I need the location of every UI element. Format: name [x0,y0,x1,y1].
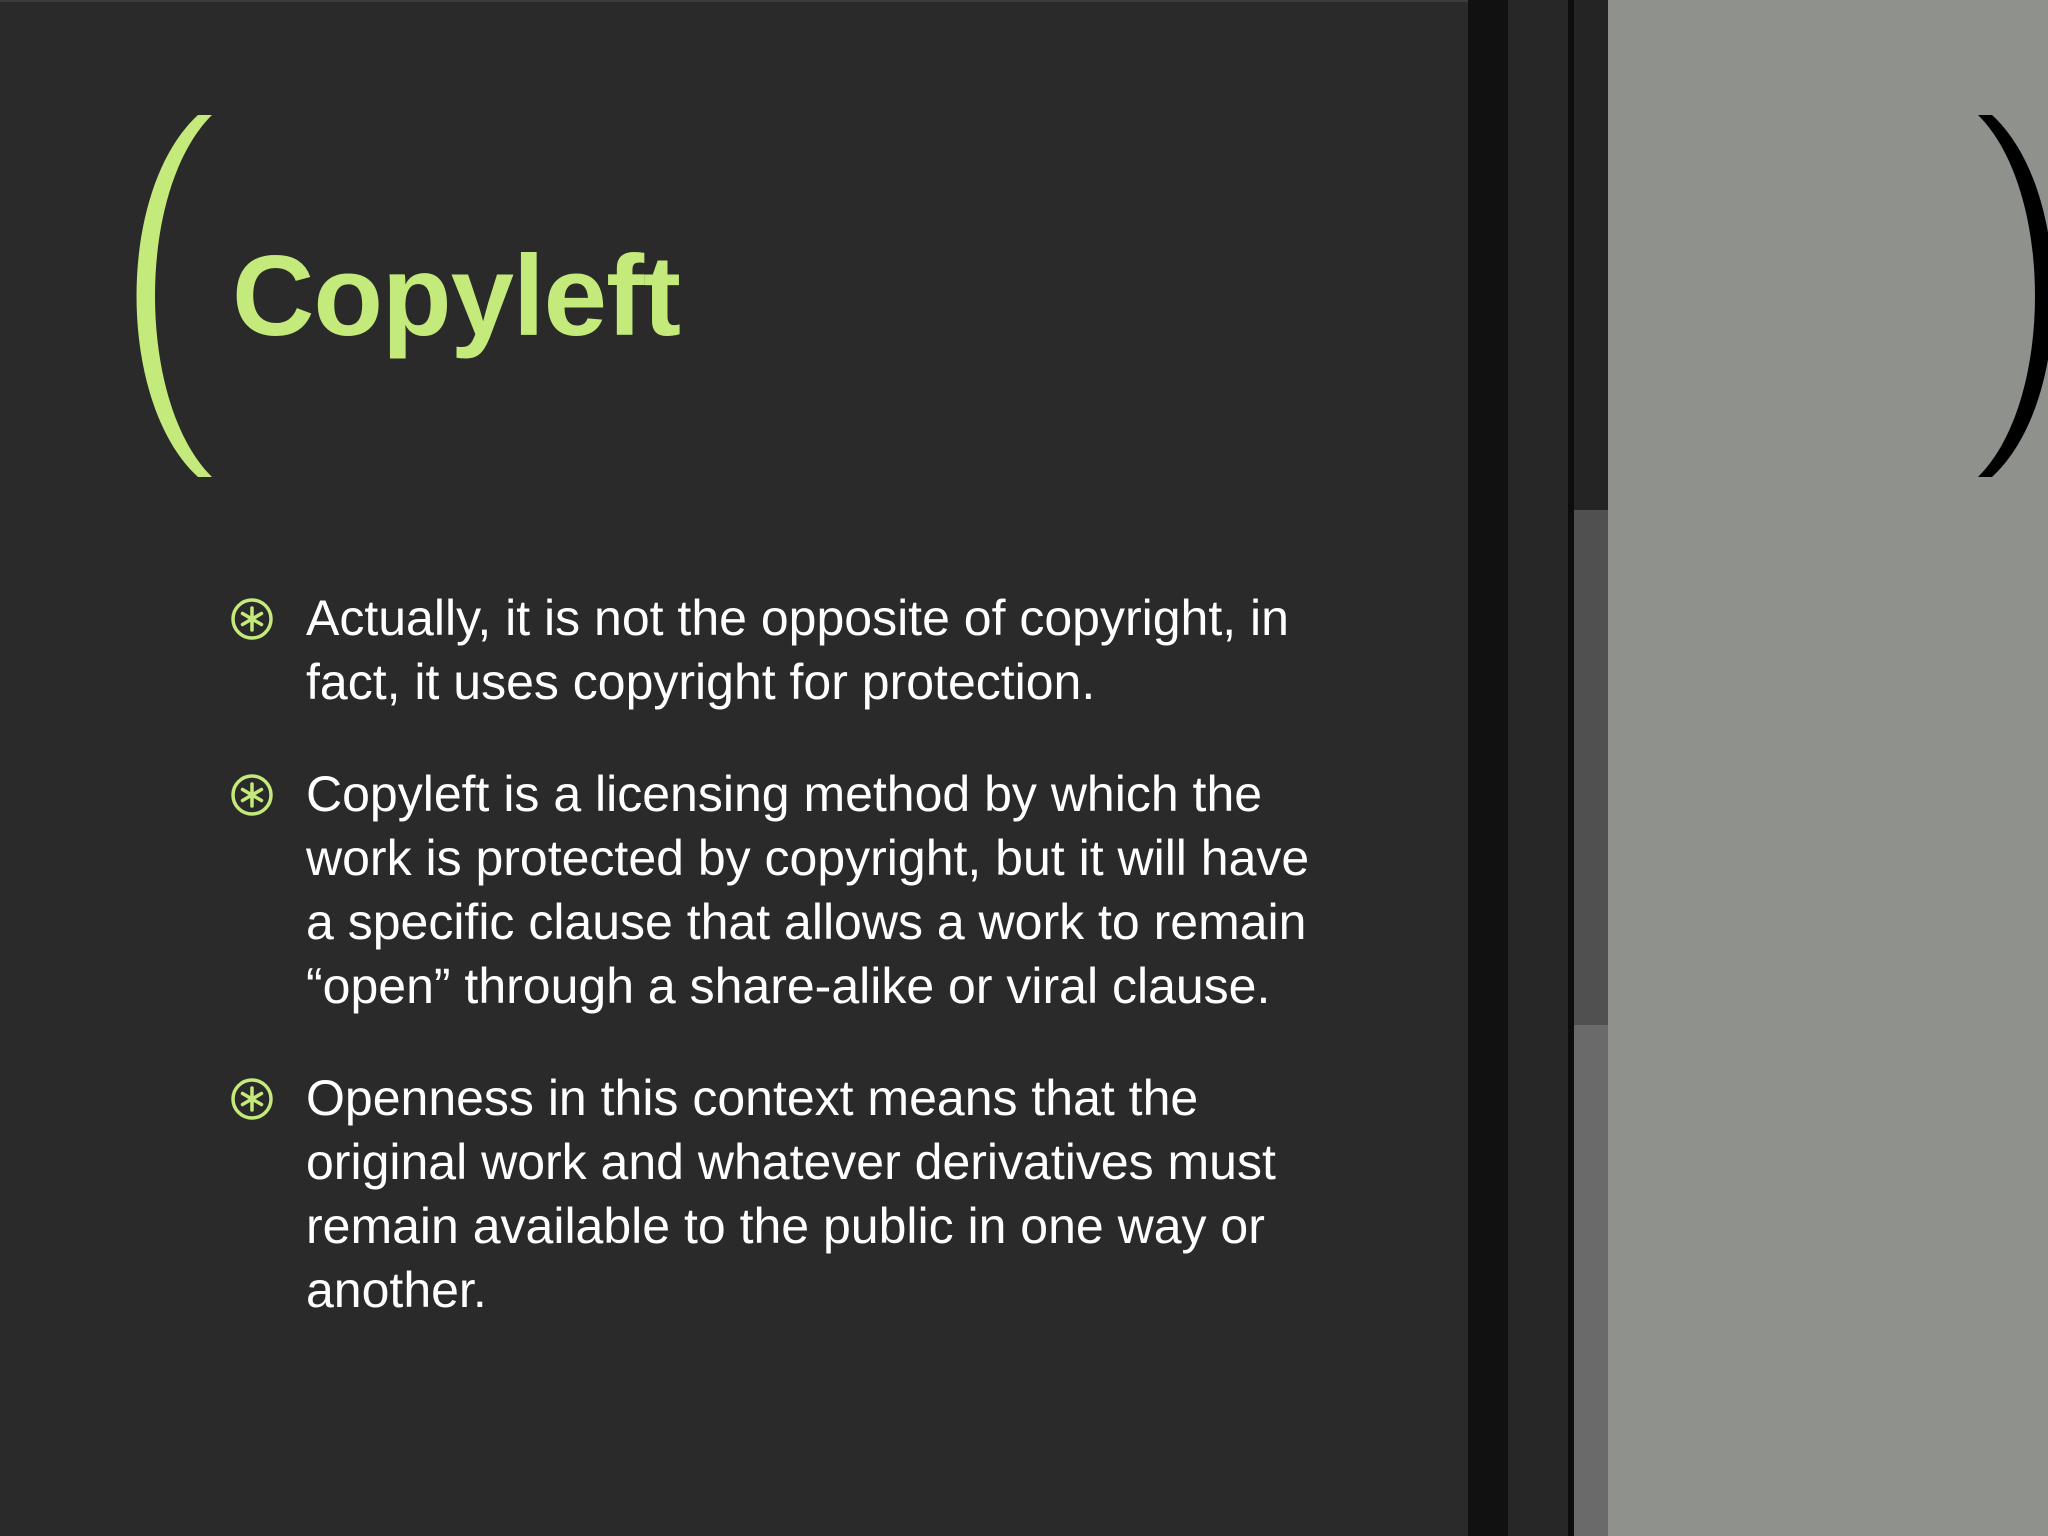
left-parenthesis-icon [130,110,220,482]
bullet-text: Actually, it is not the opposite of copyright, in fact, it uses copyright for protection. [306,590,1289,710]
bullet-item [230,586,1340,714]
side-strip [1574,0,1608,1536]
divider-band-dark [1508,0,1568,1536]
right-parenthesis-icon [1970,110,2048,482]
divider-band [1468,0,1508,1536]
asterisk-circle-icon [230,1077,274,1121]
slide-title: Copyleft [232,233,680,360]
asterisk-circle-icon [230,773,274,817]
bullet-text: Openness in this context means that the original work and whatever derivatives must remain available to the public in one way or another. [306,1070,1276,1318]
bullet-list [230,586,1340,1370]
asterisk-circle-icon [230,597,274,641]
bullet-text: Copyleft is a licensing method by which the work is protected by copyright, but it will have a specific clause that allows a work to remain “open” through a share-alike or viral clause. [306,766,1310,1014]
bullet-item [230,762,1340,1018]
bullet-item [230,1066,1340,1322]
